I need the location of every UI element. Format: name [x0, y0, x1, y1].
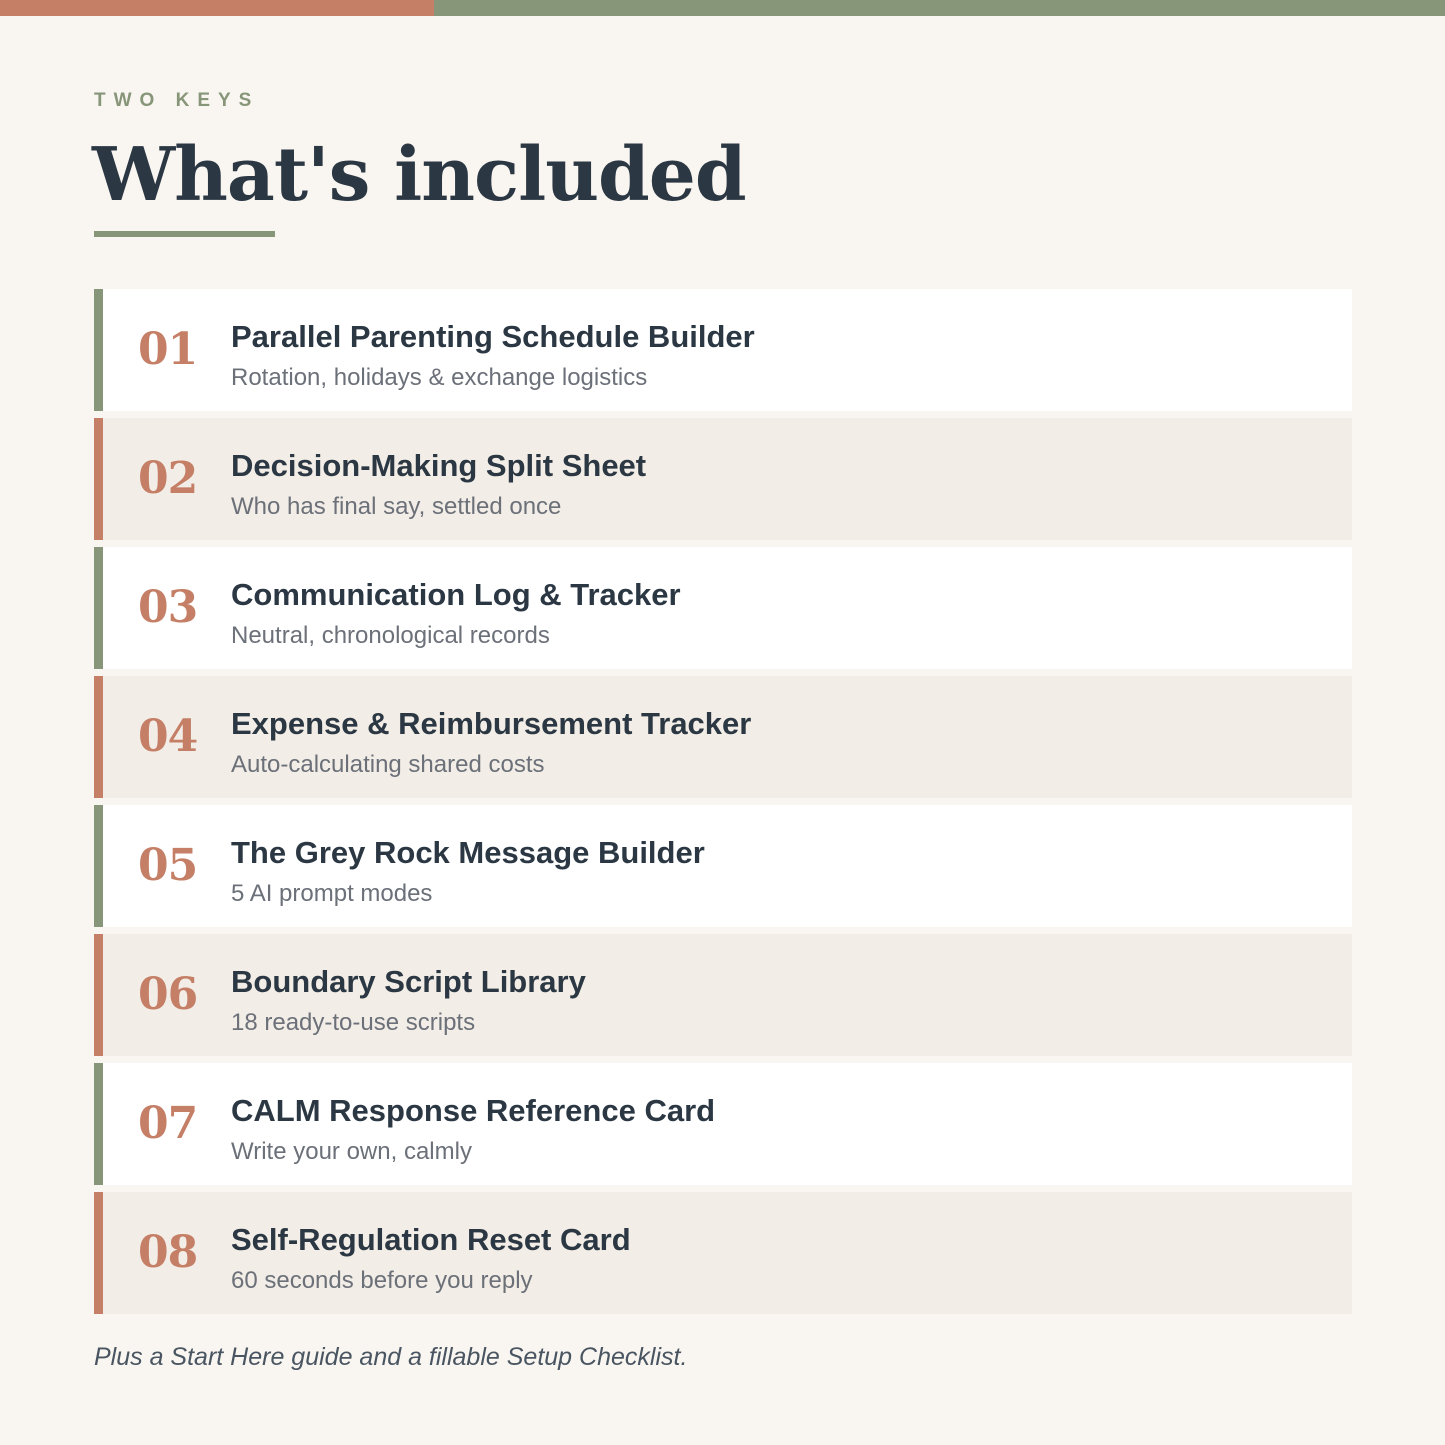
item-description: 18 ready-to-use scripts — [231, 1009, 476, 1036]
top-accent-bar — [0, 0, 1445, 16]
item-title: Communication Log & Tracker — [231, 577, 681, 612]
list-item — [94, 934, 1352, 1056]
top-accent-bar-sage — [434, 0, 1445, 16]
item-number: 07 — [138, 1098, 198, 1149]
item-accent-bar — [94, 805, 103, 927]
item-accent-bar — [94, 1063, 103, 1185]
item-title: Boundary Script Library — [231, 964, 586, 999]
item-accent-bar — [94, 1192, 103, 1314]
eyebrow-label: TWO KEYS — [94, 90, 260, 111]
item-number: 05 — [138, 840, 198, 891]
item-accent-bar — [94, 676, 103, 798]
item-description: Auto-calculating shared costs — [231, 751, 545, 778]
item-title: Parallel Parenting Schedule Builder — [231, 319, 755, 354]
list-item — [94, 1063, 1352, 1185]
item-number: 03 — [138, 582, 198, 633]
list-item — [94, 676, 1352, 798]
title-underline — [94, 231, 275, 237]
item-accent-bar — [94, 418, 103, 540]
list-item — [94, 289, 1352, 411]
item-title: Expense & Reimbursement Tracker — [231, 706, 752, 741]
item-title: Decision-Making Split Sheet — [231, 448, 647, 483]
item-number: 02 — [138, 453, 198, 504]
item-description: Write your own, calmly — [231, 1138, 472, 1165]
list-item — [94, 547, 1352, 669]
item-title: Self-Regulation Reset Card — [231, 1222, 631, 1257]
item-description: Rotation, holidays & exchange logistics — [231, 364, 648, 391]
item-title: The Grey Rock Message Builder — [231, 835, 705, 870]
item-number: 04 — [138, 711, 198, 762]
item-number: 01 — [138, 324, 198, 375]
item-accent-bar — [94, 547, 103, 669]
item-accent-bar — [94, 934, 103, 1056]
list-item — [94, 418, 1352, 540]
item-title: CALM Response Reference Card — [231, 1093, 716, 1128]
item-description: 5 AI prompt modes — [231, 880, 433, 907]
item-description: 60 seconds before you reply — [231, 1267, 533, 1294]
list-item — [94, 805, 1352, 927]
item-number: 08 — [138, 1227, 198, 1278]
footer-note: Plus a Start Here guide and a fillable Setup Checklist. — [94, 1343, 688, 1371]
item-description: Neutral, chronological records — [231, 622, 550, 649]
included-items-list — [94, 289, 1352, 1321]
item-number: 06 — [138, 969, 198, 1020]
page-title: What's included — [92, 132, 746, 218]
list-item — [94, 1192, 1352, 1314]
item-description: Who has final say, settled once — [231, 493, 562, 520]
top-accent-bar-terracotta — [0, 0, 434, 16]
item-accent-bar — [94, 289, 103, 411]
